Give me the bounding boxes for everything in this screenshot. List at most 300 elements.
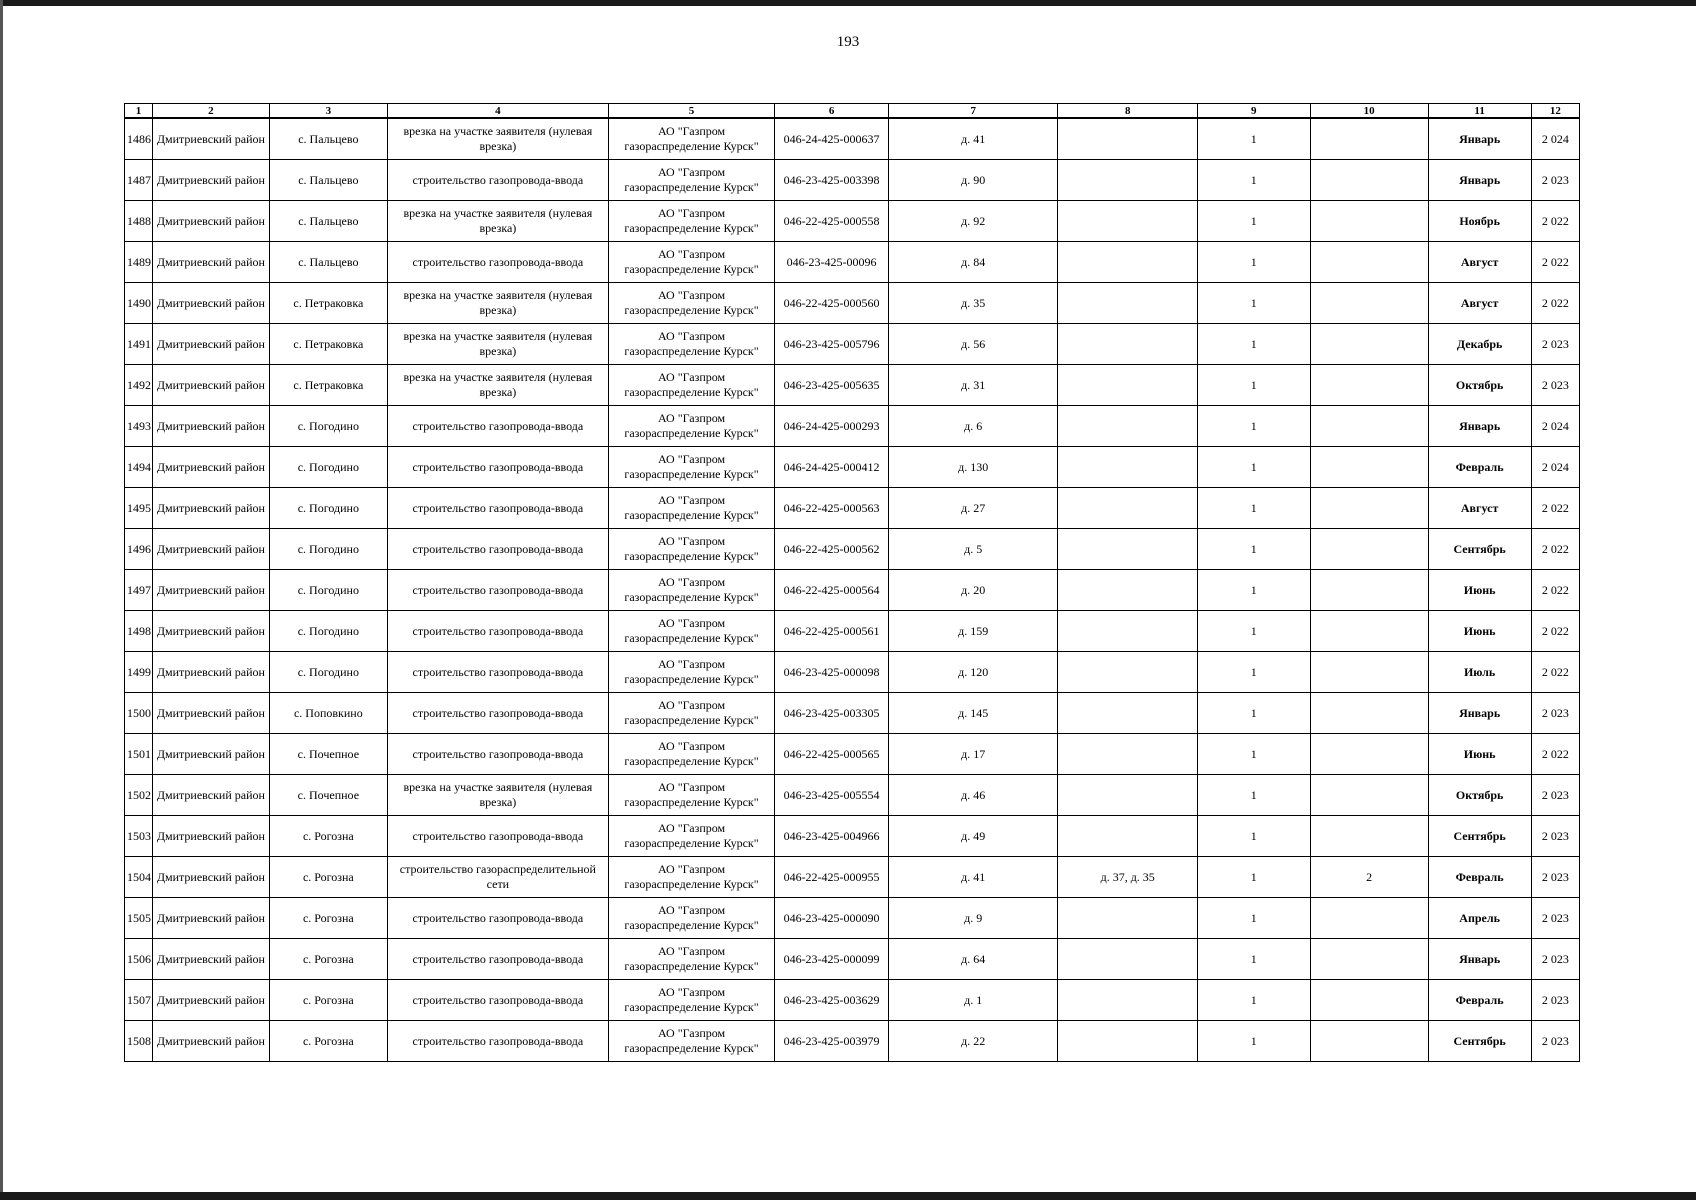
locality-cell: с. Рогозна	[269, 816, 387, 857]
quantity-cell: 1	[1197, 529, 1310, 570]
month-cell: Сентябрь	[1428, 1021, 1531, 1062]
month-cell: Август	[1428, 242, 1531, 283]
house-cell: д. 31	[888, 365, 1058, 406]
additional-houses-cell	[1058, 611, 1197, 652]
row-number: 1493	[125, 406, 153, 447]
year-cell: 2 022	[1531, 734, 1579, 775]
additional-houses-cell	[1058, 242, 1197, 283]
organization-cell: АО "Газпром газораспределение Курск"	[608, 693, 774, 734]
locality-cell: с. Погодино	[269, 447, 387, 488]
count-cell	[1310, 242, 1428, 283]
code-cell: 046-23-425-003979	[775, 1021, 889, 1062]
row-number: 1494	[125, 447, 153, 488]
row-number: 1508	[125, 1021, 153, 1062]
quantity-cell: 1	[1197, 611, 1310, 652]
table-row	[125, 118, 1580, 160]
locality-cell: с. Пальцево	[269, 242, 387, 283]
year-cell: 2 024	[1531, 447, 1579, 488]
column-header-12: 12	[1531, 104, 1579, 119]
count-cell	[1310, 160, 1428, 201]
table-body	[125, 118, 1580, 1062]
organization-cell: АО "Газпром газораспределение Курск"	[608, 570, 774, 611]
organization-cell: АО "Газпром газораспределение Курск"	[608, 242, 774, 283]
organization-cell: АО "Газпром газораспределение Курск"	[608, 775, 774, 816]
district-cell: Дмитриевский район	[152, 324, 269, 365]
month-cell: Август	[1428, 488, 1531, 529]
table-row	[125, 242, 1580, 283]
code-cell: 046-24-425-000293	[775, 406, 889, 447]
count-cell	[1310, 570, 1428, 611]
year-cell: 2 023	[1531, 816, 1579, 857]
code-cell: 046-22-425-000955	[775, 857, 889, 898]
year-cell: 2 023	[1531, 775, 1579, 816]
table-row	[125, 201, 1580, 242]
count-cell	[1310, 652, 1428, 693]
locality-cell: с. Петраковка	[269, 365, 387, 406]
additional-houses-cell	[1058, 652, 1197, 693]
work-type-cell: врезка на участке заявителя (нулевая врезка)	[387, 365, 608, 406]
house-cell: д. 159	[888, 611, 1058, 652]
district-cell: Дмитриевский район	[152, 775, 269, 816]
work-type-cell: строительство газопровода-ввода	[387, 898, 608, 939]
additional-houses-cell	[1058, 488, 1197, 529]
code-cell: 046-23-425-005554	[775, 775, 889, 816]
additional-houses-cell	[1058, 898, 1197, 939]
table-row	[125, 898, 1580, 939]
month-cell: Декабрь	[1428, 324, 1531, 365]
year-cell: 2 023	[1531, 160, 1579, 201]
locality-cell: с. Петраковка	[269, 283, 387, 324]
column-header-9: 9	[1197, 104, 1310, 119]
district-cell: Дмитриевский район	[152, 1021, 269, 1062]
year-cell: 2 023	[1531, 857, 1579, 898]
additional-houses-cell	[1058, 939, 1197, 980]
count-cell	[1310, 529, 1428, 570]
house-cell: д. 6	[888, 406, 1058, 447]
count-cell: 2	[1310, 857, 1428, 898]
house-cell: д. 20	[888, 570, 1058, 611]
quantity-cell: 1	[1197, 324, 1310, 365]
work-type-cell: строительство газопровода-ввода	[387, 693, 608, 734]
table-row	[125, 939, 1580, 980]
quantity-cell: 1	[1197, 939, 1310, 980]
house-cell: д. 49	[888, 816, 1058, 857]
row-number: 1489	[125, 242, 153, 283]
locality-cell: с. Пальцево	[269, 160, 387, 201]
month-cell: Июнь	[1428, 734, 1531, 775]
house-cell: д. 1	[888, 980, 1058, 1021]
column-header-11: 11	[1428, 104, 1531, 119]
month-cell: Июнь	[1428, 611, 1531, 652]
year-cell: 2 022	[1531, 529, 1579, 570]
count-cell	[1310, 365, 1428, 406]
additional-houses-cell	[1058, 570, 1197, 611]
house-cell: д. 56	[888, 324, 1058, 365]
table-row	[125, 734, 1580, 775]
row-number: 1503	[125, 816, 153, 857]
table-row	[125, 1021, 1580, 1062]
quantity-cell: 1	[1197, 857, 1310, 898]
district-cell: Дмитриевский район	[152, 118, 269, 160]
organization-cell: АО "Газпром газораспределение Курск"	[608, 816, 774, 857]
row-number: 1497	[125, 570, 153, 611]
table-row	[125, 570, 1580, 611]
table-row	[125, 652, 1580, 693]
table-row	[125, 488, 1580, 529]
column-header-8: 8	[1058, 104, 1197, 119]
row-number: 1504	[125, 857, 153, 898]
quantity-cell: 1	[1197, 365, 1310, 406]
month-cell: Октябрь	[1428, 365, 1531, 406]
additional-houses-cell	[1058, 1021, 1197, 1062]
month-cell: Сентябрь	[1428, 816, 1531, 857]
code-cell: 046-22-425-000565	[775, 734, 889, 775]
work-type-cell: строительство газопровода-ввода	[387, 1021, 608, 1062]
year-cell: 2 023	[1531, 1021, 1579, 1062]
additional-houses-cell	[1058, 734, 1197, 775]
quantity-cell: 1	[1197, 693, 1310, 734]
work-type-cell: строительство газопровода-ввода	[387, 611, 608, 652]
work-type-cell: строительство газораспределительной сети	[387, 857, 608, 898]
district-cell: Дмитриевский район	[152, 447, 269, 488]
count-cell	[1310, 980, 1428, 1021]
column-header-2: 2	[152, 104, 269, 119]
district-cell: Дмитриевский район	[152, 242, 269, 283]
work-type-cell: строительство газопровода-ввода	[387, 160, 608, 201]
code-cell: 046-22-425-000563	[775, 488, 889, 529]
additional-houses-cell	[1058, 980, 1197, 1021]
quantity-cell: 1	[1197, 406, 1310, 447]
house-cell: д. 27	[888, 488, 1058, 529]
count-cell	[1310, 693, 1428, 734]
district-cell: Дмитриевский район	[152, 734, 269, 775]
year-cell: 2 022	[1531, 201, 1579, 242]
additional-houses-cell	[1058, 816, 1197, 857]
column-header-1: 1	[125, 104, 153, 119]
row-number: 1491	[125, 324, 153, 365]
house-cell: д. 92	[888, 201, 1058, 242]
count-cell	[1310, 201, 1428, 242]
district-cell: Дмитриевский район	[152, 529, 269, 570]
district-cell: Дмитриевский район	[152, 488, 269, 529]
organization-cell: АО "Газпром газораспределение Курск"	[608, 1021, 774, 1062]
header-row	[125, 104, 1580, 119]
count-cell	[1310, 118, 1428, 160]
organization-cell: АО "Газпром газораспределение Курск"	[608, 447, 774, 488]
locality-cell: с. Пальцево	[269, 118, 387, 160]
code-cell: 046-22-425-000562	[775, 529, 889, 570]
work-type-cell: строительство газопровода-ввода	[387, 488, 608, 529]
quantity-cell: 1	[1197, 816, 1310, 857]
locality-cell: с. Погодино	[269, 529, 387, 570]
organization-cell: АО "Газпром газораспределение Курск"	[608, 898, 774, 939]
code-cell: 046-23-425-005796	[775, 324, 889, 365]
table-row	[125, 980, 1580, 1021]
scan-edge-top	[0, 0, 1696, 6]
row-number: 1505	[125, 898, 153, 939]
additional-houses-cell	[1058, 118, 1197, 160]
house-cell: д. 22	[888, 1021, 1058, 1062]
column-header-3: 3	[269, 104, 387, 119]
month-cell: Январь	[1428, 693, 1531, 734]
work-type-cell: строительство газопровода-ввода	[387, 406, 608, 447]
code-cell: 046-23-425-000090	[775, 898, 889, 939]
locality-cell: с. Рогозна	[269, 939, 387, 980]
quantity-cell: 1	[1197, 488, 1310, 529]
additional-houses-cell	[1058, 406, 1197, 447]
page-number: 193	[836, 34, 860, 50]
house-cell: д. 130	[888, 447, 1058, 488]
house-cell: д. 5	[888, 529, 1058, 570]
district-cell: Дмитриевский район	[152, 283, 269, 324]
count-cell	[1310, 406, 1428, 447]
quantity-cell: 1	[1197, 980, 1310, 1021]
count-cell	[1310, 734, 1428, 775]
table-row	[125, 283, 1580, 324]
organization-cell: АО "Газпром газораспределение Курск"	[608, 611, 774, 652]
table-row	[125, 693, 1580, 734]
work-type-cell: строительство газопровода-ввода	[387, 816, 608, 857]
quantity-cell: 1	[1197, 160, 1310, 201]
quantity-cell: 1	[1197, 898, 1310, 939]
table-row	[125, 775, 1580, 816]
quantity-cell: 1	[1197, 283, 1310, 324]
table-header	[125, 104, 1580, 119]
count-cell	[1310, 611, 1428, 652]
row-number: 1506	[125, 939, 153, 980]
district-cell: Дмитриевский район	[152, 611, 269, 652]
count-cell	[1310, 816, 1428, 857]
column-header-6: 6	[775, 104, 889, 119]
work-type-cell: врезка на участке заявителя (нулевая врезка)	[387, 283, 608, 324]
house-cell: д. 64	[888, 939, 1058, 980]
month-cell: Февраль	[1428, 857, 1531, 898]
month-cell: Январь	[1428, 939, 1531, 980]
count-cell	[1310, 1021, 1428, 1062]
locality-cell: с. Рогозна	[269, 857, 387, 898]
row-number: 1492	[125, 365, 153, 406]
district-cell: Дмитриевский район	[152, 201, 269, 242]
additional-houses-cell	[1058, 324, 1197, 365]
quantity-cell: 1	[1197, 201, 1310, 242]
table-row	[125, 816, 1580, 857]
code-cell: 046-24-425-000412	[775, 447, 889, 488]
table-row	[125, 160, 1580, 201]
house-cell: д. 9	[888, 898, 1058, 939]
quantity-cell: 1	[1197, 447, 1310, 488]
house-cell: д. 35	[888, 283, 1058, 324]
scan-edge-bottom	[0, 1192, 1696, 1200]
quantity-cell: 1	[1197, 775, 1310, 816]
year-cell: 2 022	[1531, 652, 1579, 693]
count-cell	[1310, 488, 1428, 529]
row-number: 1495	[125, 488, 153, 529]
locality-cell: с. Рогозна	[269, 980, 387, 1021]
year-cell: 2 023	[1531, 898, 1579, 939]
year-cell: 2 022	[1531, 283, 1579, 324]
code-cell: 046-23-425-00096	[775, 242, 889, 283]
house-cell: д. 41	[888, 857, 1058, 898]
code-cell: 046-23-425-003305	[775, 693, 889, 734]
house-cell: д. 46	[888, 775, 1058, 816]
organization-cell: АО "Газпром газораспределение Курск"	[608, 652, 774, 693]
table-row	[125, 324, 1580, 365]
additional-houses-cell	[1058, 693, 1197, 734]
month-cell: Сентябрь	[1428, 529, 1531, 570]
month-cell: Январь	[1428, 118, 1531, 160]
column-header-10: 10	[1310, 104, 1428, 119]
district-cell: Дмитриевский район	[152, 898, 269, 939]
register-table	[124, 103, 1580, 1062]
work-type-cell: врезка на участке заявителя (нулевая врезка)	[387, 324, 608, 365]
locality-cell: с. Почепное	[269, 775, 387, 816]
row-number: 1490	[125, 283, 153, 324]
month-cell: Апрель	[1428, 898, 1531, 939]
code-cell: 046-24-425-000637	[775, 118, 889, 160]
work-type-cell: врезка на участке заявителя (нулевая врезка)	[387, 201, 608, 242]
count-cell	[1310, 898, 1428, 939]
year-cell: 2 024	[1531, 406, 1579, 447]
row-number: 1500	[125, 693, 153, 734]
code-cell: 046-23-425-003398	[775, 160, 889, 201]
district-cell: Дмитриевский район	[152, 857, 269, 898]
additional-houses-cell	[1058, 775, 1197, 816]
code-cell: 046-22-425-000560	[775, 283, 889, 324]
organization-cell: АО "Газпром газораспределение Курск"	[608, 406, 774, 447]
table-row	[125, 406, 1580, 447]
work-type-cell: строительство газопровода-ввода	[387, 980, 608, 1021]
organization-cell: АО "Газпром газораспределение Курск"	[608, 365, 774, 406]
locality-cell: с. Погодино	[269, 570, 387, 611]
month-cell: Январь	[1428, 406, 1531, 447]
house-cell: д. 145	[888, 693, 1058, 734]
organization-cell: АО "Газпром газораспределение Курск"	[608, 201, 774, 242]
row-number: 1496	[125, 529, 153, 570]
work-type-cell: строительство газопровода-ввода	[387, 734, 608, 775]
district-cell: Дмитриевский район	[152, 365, 269, 406]
column-header-7: 7	[888, 104, 1058, 119]
district-cell: Дмитриевский район	[152, 939, 269, 980]
house-cell: д. 17	[888, 734, 1058, 775]
district-cell: Дмитриевский район	[152, 406, 269, 447]
code-cell: 046-23-425-000098	[775, 652, 889, 693]
count-cell	[1310, 775, 1428, 816]
organization-cell: АО "Газпром газораспределение Курск"	[608, 939, 774, 980]
count-cell	[1310, 283, 1428, 324]
quantity-cell: 1	[1197, 118, 1310, 160]
additional-houses-cell	[1058, 201, 1197, 242]
organization-cell: АО "Газпром газораспределение Курск"	[608, 734, 774, 775]
year-cell: 2 022	[1531, 242, 1579, 283]
month-cell: Июнь	[1428, 570, 1531, 611]
year-cell: 2 022	[1531, 570, 1579, 611]
code-cell: 046-23-425-004966	[775, 816, 889, 857]
month-cell: Февраль	[1428, 447, 1531, 488]
count-cell	[1310, 324, 1428, 365]
locality-cell: с. Почепное	[269, 734, 387, 775]
year-cell: 2 022	[1531, 488, 1579, 529]
row-number: 1499	[125, 652, 153, 693]
additional-houses-cell	[1058, 529, 1197, 570]
district-cell: Дмитриевский район	[152, 693, 269, 734]
month-cell: Январь	[1428, 160, 1531, 201]
work-type-cell: строительство газопровода-ввода	[387, 447, 608, 488]
additional-houses-cell	[1058, 160, 1197, 201]
organization-cell: АО "Газпром газораспределение Курск"	[608, 529, 774, 570]
locality-cell: с. Пальцево	[269, 201, 387, 242]
scan-edge-left	[0, 0, 3, 1200]
house-cell: д. 84	[888, 242, 1058, 283]
quantity-cell: 1	[1197, 570, 1310, 611]
code-cell: 046-22-425-000564	[775, 570, 889, 611]
row-number: 1488	[125, 201, 153, 242]
organization-cell: АО "Газпром газораспределение Курск"	[608, 118, 774, 160]
row-number: 1498	[125, 611, 153, 652]
quantity-cell: 1	[1197, 734, 1310, 775]
house-cell: д. 120	[888, 652, 1058, 693]
locality-cell: с. Рогозна	[269, 1021, 387, 1062]
organization-cell: АО "Газпром газораспределение Курск"	[608, 980, 774, 1021]
year-cell: 2 024	[1531, 118, 1579, 160]
quantity-cell: 1	[1197, 652, 1310, 693]
organization-cell: АО "Газпром газораспределение Курск"	[608, 160, 774, 201]
locality-cell: с. Рогозна	[269, 898, 387, 939]
work-type-cell: строительство газопровода-ввода	[387, 570, 608, 611]
district-cell: Дмитриевский район	[152, 570, 269, 611]
additional-houses-cell	[1058, 447, 1197, 488]
year-cell: 2 023	[1531, 980, 1579, 1021]
table-row	[125, 857, 1580, 898]
work-type-cell: врезка на участке заявителя (нулевая врезка)	[387, 118, 608, 160]
table-row	[125, 611, 1580, 652]
row-number: 1486	[125, 118, 153, 160]
locality-cell: с. Погодино	[269, 406, 387, 447]
code-cell: 046-22-425-000558	[775, 201, 889, 242]
locality-cell: с. Поповкино	[269, 693, 387, 734]
month-cell: Октябрь	[1428, 775, 1531, 816]
district-cell: Дмитриевский район	[152, 652, 269, 693]
house-cell: д. 41	[888, 118, 1058, 160]
month-cell: Август	[1428, 283, 1531, 324]
locality-cell: с. Погодино	[269, 611, 387, 652]
year-cell: 2 023	[1531, 939, 1579, 980]
locality-cell: с. Петраковка	[269, 324, 387, 365]
organization-cell: АО "Газпром газораспределение Курск"	[608, 857, 774, 898]
year-cell: 2 023	[1531, 693, 1579, 734]
code-cell: 046-23-425-000099	[775, 939, 889, 980]
work-type-cell: строительство газопровода-ввода	[387, 242, 608, 283]
organization-cell: АО "Газпром газораспределение Курск"	[608, 488, 774, 529]
code-cell: 046-23-425-005635	[775, 365, 889, 406]
locality-cell: с. Погодино	[269, 488, 387, 529]
row-number: 1501	[125, 734, 153, 775]
count-cell	[1310, 939, 1428, 980]
code-cell: 046-23-425-003629	[775, 980, 889, 1021]
organization-cell: АО "Газпром газораспределение Курск"	[608, 283, 774, 324]
quantity-cell: 1	[1197, 1021, 1310, 1062]
count-cell	[1310, 447, 1428, 488]
additional-houses-cell	[1058, 365, 1197, 406]
month-cell: Февраль	[1428, 980, 1531, 1021]
table-row	[125, 529, 1580, 570]
table-row	[125, 447, 1580, 488]
row-number: 1502	[125, 775, 153, 816]
district-cell: Дмитриевский район	[152, 980, 269, 1021]
month-cell: Июль	[1428, 652, 1531, 693]
work-type-cell: строительство газопровода-ввода	[387, 529, 608, 570]
row-number: 1507	[125, 980, 153, 1021]
year-cell: 2 023	[1531, 324, 1579, 365]
